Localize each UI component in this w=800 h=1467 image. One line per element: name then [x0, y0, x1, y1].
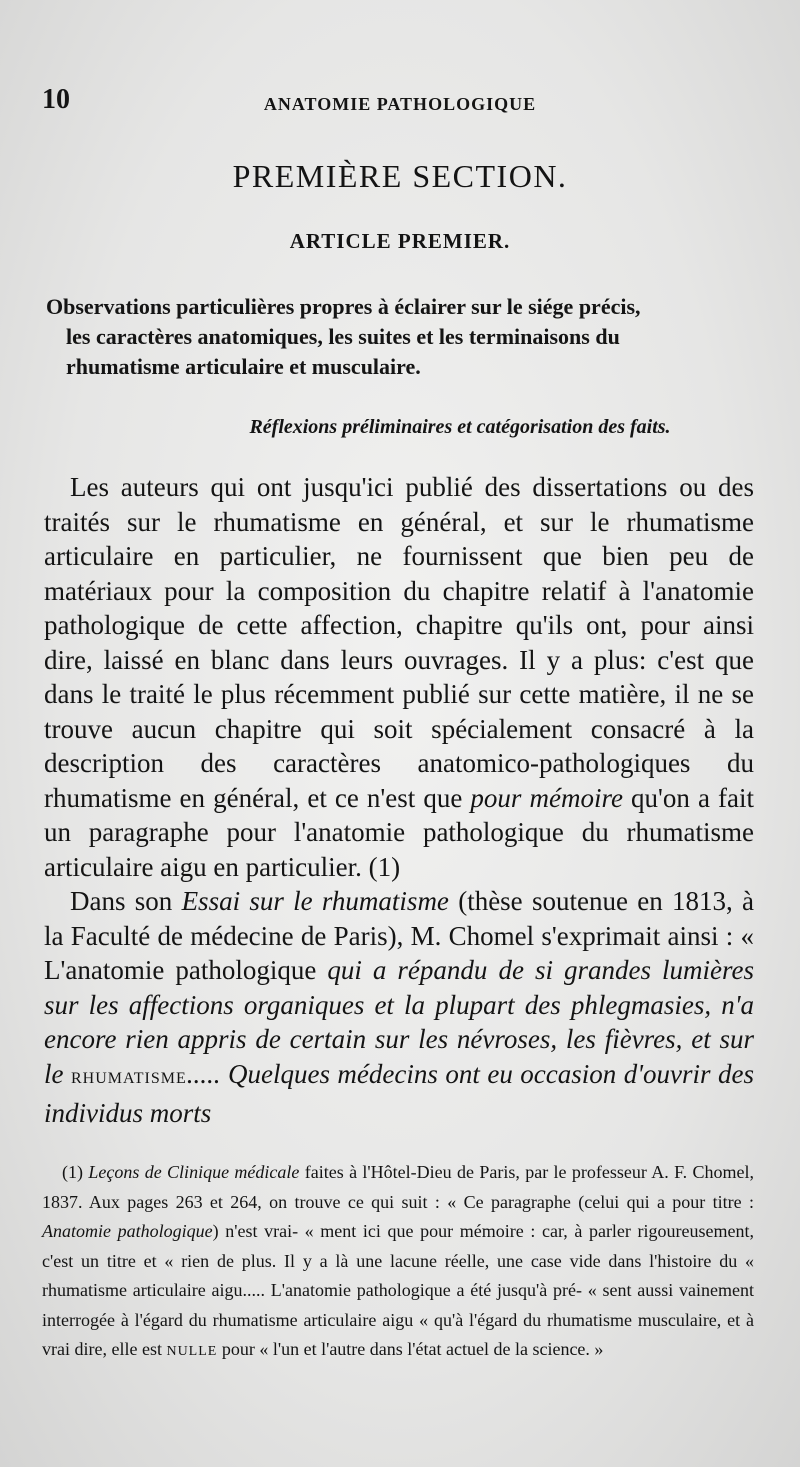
- article-summary-line: rhumatisme articulaire et musculaire.: [66, 354, 421, 379]
- page-header: [40, 84, 760, 124]
- small-caps-word: RHUMATISME: [70, 1069, 187, 1087]
- article-summary-line: les caractères anatomiques, les suites et les terminaisons du: [66, 324, 620, 349]
- italic-phrase: pour mémoire: [470, 782, 623, 813]
- italic-reference: Anatomie pathologique: [42, 1221, 213, 1241]
- section-title: PREMIÈRE SECTION.: [232, 158, 568, 194]
- paragraph-text: Les auteurs qui ont jusqu'ici publié des dissertations ou des traités sur le rhumatisme en général, et sur le rhumatisme articulaire en particulier, ne fournissent que bien peu de matériaux pour la composition du chapitre relatif à l'anatomie pathologique de cette affection, chapitre qu'ils ont, pour ainsi dire, laissé en blanc dans leurs ouvrages. Il y a plus: c'est que dans le traité le plus récemment publié sur cette matière, il ne se trouve aucun chapitre qui soit spécialement consacré à la description des caractères anatomico-pathologiques du rhumatisme en général, et ce n'est que: [44, 472, 754, 813]
- subheading: Réflexions préliminaires et catégorisation des faits.: [249, 416, 671, 438]
- paragraph: [44, 884, 754, 1131]
- paragraph-text: (thèse soutenue en 1813, à la Faculté de médecine de Paris), M. Chomel s'exprimait ainsi : « L'anatomie pathologique: [44, 886, 754, 985]
- running-head: ANATOMIE PATHOLOGIQUE: [263, 94, 537, 114]
- italic-title: Essai sur le rhumatisme: [181, 886, 449, 916]
- footnote: [42, 1158, 754, 1367]
- paragraph-text: qu'on a fait un paragraphe pour l'anatomie pathologique du rhumatisme articulaire aigu en particulier. (1): [44, 782, 754, 882]
- paragraph: [44, 470, 754, 884]
- small-caps-word: NULLE: [166, 1344, 218, 1359]
- paragraph-text: Dans son: [70, 886, 182, 916]
- article-summary-line: Observations particulières propres à éclairer sur le siége précis,: [46, 294, 641, 319]
- article-summary: [46, 292, 751, 382]
- footnote-part: faites à l'Hôtel-Dieu de Paris, par le professeur A. F. Chomel, 1837. Aux pages 263 et 264, on trouve ce qui suit : « Ce paragraphe (celui qui a pour titre :: [42, 1162, 755, 1212]
- footnote-part: ) n'est vrai- « ment ici que pour mémoire : car, à parler rigoureusement, c'est un titre et « rien de plus. Il y a là une lacune réelle, une case vide dans l'histoire du « rhumatisme articulaire aigu..... L'anatomie pathologique a été jusqu'à pré- « sent aussi vainement interrogée à l'égard du rhumatisme articulaire aigu « qu'à l'égard du rhumatisme musculaire, et à vrai dire, elle est: [42, 1221, 755, 1359]
- italic-title: Leçons de Clinique médicale: [88, 1162, 300, 1182]
- body-text: [44, 470, 754, 1131]
- page-number: 10: [42, 84, 70, 115]
- footnote-marker: (1): [62, 1162, 89, 1182]
- footnote-part: pour « l'un et l'autre dans l'état actuel de la science. »: [217, 1339, 604, 1359]
- italic-quote: qui a répandu de si grandes lumières sur les affections organiques et la plupart des phlegmasies, n'a encore rien appris de certain sur les névroses, les fièvres, et sur le: [44, 955, 755, 1089]
- footnote-text: [42, 1158, 754, 1367]
- italic-quote: ..... Quelques médecins ont eu occasion d'ouvrir des individus morts: [44, 1058, 754, 1128]
- article-title: ARTICLE PREMIER.: [289, 229, 511, 253]
